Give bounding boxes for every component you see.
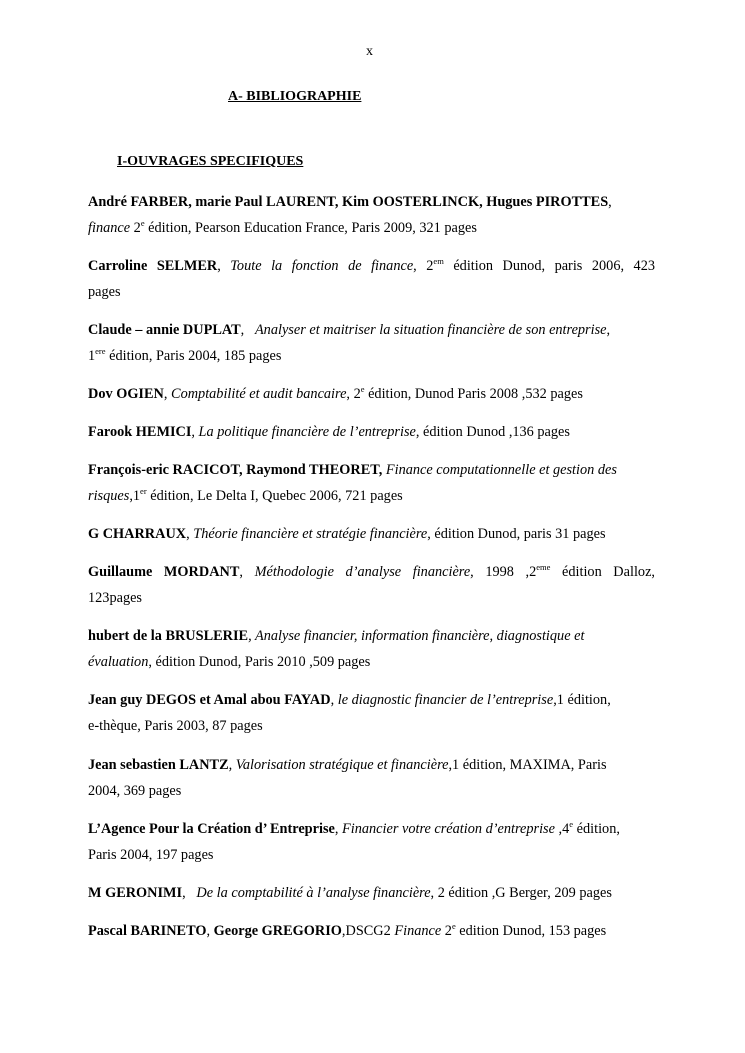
- entry-author: L’Agence Pour la Création d’ Entreprise: [88, 821, 335, 837]
- entry-title: finance: [88, 220, 131, 236]
- entry-author: G CHARRAUX: [88, 526, 187, 542]
- entry-author: Jean sebastien LANTZ: [88, 757, 229, 773]
- entry-punct: ,: [608, 194, 612, 210]
- entry-details-cont: 123pages: [88, 590, 142, 606]
- entry-title: Théorie financière et stratégie financière: [193, 526, 428, 542]
- entry-details: édition, Pearson Education France, Paris 2009, 321 pages: [144, 220, 477, 236]
- entry-sup: e: [451, 921, 456, 931]
- bibliography-entry: [88, 317, 655, 369]
- entry-sup: er: [140, 486, 147, 496]
- entry-punct: ,: [334, 821, 343, 837]
- entry-title: , Analyse financier, information financière, diagnostique et: [248, 628, 585, 644]
- bibliography-entry: [88, 623, 655, 675]
- section-heading: I-OUVRAGES SPECIFIQUES: [117, 154, 304, 169]
- entry-details: édition, Le Delta I, Quebec 2006, 721 pages: [146, 488, 403, 504]
- entry-details: , édition Dunod, Paris 2010 ,509 pages: [148, 654, 371, 670]
- entry-title: Toute la fonction de finance: [230, 258, 414, 274]
- entry-title: Analyser et maitriser la situation financière de son entreprise: [254, 322, 607, 338]
- entry-details-cont: pages: [88, 284, 121, 300]
- entry-details: , 2 édition ,G Berger, 209 pages: [430, 885, 612, 901]
- entry-details-cont: Paris 2004, 197 pages: [88, 847, 214, 863]
- entry-edition: , 2: [413, 258, 434, 274]
- entry-details: édition Dalloz,: [550, 564, 655, 580]
- entry-details: 2004, 369 pages: [88, 783, 182, 799]
- entry-title-cont: risques: [88, 488, 130, 504]
- entry-punct: ,: [182, 885, 197, 901]
- entry-author: François-eric RACICOT, Raymond THEORET,: [88, 462, 383, 478]
- entry-author: André FARBER, marie Paul LAURENT, Kim OOSTERLINCK, Hugues PIROTTES: [88, 194, 609, 210]
- entry-title: le diagnostic financier de l’entreprise: [337, 692, 554, 708]
- entry-edition: 1: [88, 348, 96, 364]
- entry-details: , édition Dunod ,136 pages: [415, 424, 570, 440]
- entry-punct: ,: [330, 692, 338, 708]
- bibliography-entry: [88, 381, 655, 407]
- entry-punct: ,: [239, 564, 255, 580]
- bibliography-entry: [88, 419, 655, 445]
- page-number: x: [366, 44, 373, 59]
- entry-edition: ,1: [129, 488, 141, 504]
- entry-edition: , 2: [346, 386, 361, 402]
- entry-edition: , 1998 ,2: [470, 564, 537, 580]
- entry-author-2: George GREGORIO: [213, 923, 342, 939]
- entry-punct: ,: [163, 386, 172, 402]
- entry-author: Jean guy DEGOS et Amal abou FAYAD: [88, 692, 331, 708]
- entry-author: Dov OGIEN: [88, 386, 164, 402]
- entry-punct: ,: [240, 322, 255, 338]
- entry-author: Claude – annie DUPLAT: [88, 322, 241, 338]
- entry-edition: 2: [441, 923, 452, 939]
- entry-author: M GERONIMI: [88, 885, 183, 901]
- entry-details: e-thèque, Paris 2003, 87 pages: [88, 718, 263, 734]
- entry-author: hubert de la BRUSLERIE: [88, 628, 249, 644]
- entry-punct: ,: [606, 322, 611, 338]
- entry-title: , La politique financière de l’entreprise: [191, 424, 416, 440]
- entry-sup: e: [140, 218, 145, 228]
- entry-details: édition, Dunod Paris 2008 ,532 pages: [364, 386, 583, 402]
- entry-details: , édition Dunod, paris 31 pages: [427, 526, 606, 542]
- bibliography-entry: [88, 752, 655, 804]
- bibliography-entry: [88, 521, 655, 547]
- entry-title: Financier votre création d’entreprise ,: [342, 821, 563, 837]
- entry-sup: e: [360, 384, 365, 394]
- bibliography-entry: [88, 687, 655, 739]
- entry-sup: e: [569, 819, 574, 829]
- entry-series: ,DSCG2: [341, 923, 395, 939]
- page-title: A- BIBLIOGRAPHIE: [228, 89, 362, 104]
- entry-details: édition Dunod, paris 2006, 423: [443, 258, 656, 274]
- entry-title: Méthodologie d’analyse financière: [254, 564, 471, 580]
- entry-edition: ,1 édition,: [553, 692, 611, 708]
- entry-title-cont: évaluation: [88, 654, 149, 670]
- bibliography-entry: [88, 189, 655, 241]
- bibliography-entry: [88, 253, 655, 305]
- entry-edition: 2: [130, 220, 141, 236]
- entry-author: Farook HEMICI: [88, 424, 192, 440]
- bibliography-entry: [88, 816, 655, 868]
- entry-title: , Valorisation stratégique et financière: [228, 757, 449, 773]
- bibliography-entry: [88, 559, 655, 611]
- entry-punct: ,: [186, 526, 194, 542]
- entry-sup: ere: [95, 346, 106, 356]
- bibliography-entry: [88, 457, 655, 509]
- entry-author: Carroline SELMER: [88, 258, 218, 274]
- entry-edition: ,1 édition, MAXIMA, Paris: [448, 757, 607, 773]
- bibliography-entry: [88, 880, 655, 906]
- entry-details: édition,: [573, 821, 620, 837]
- entry-details: édition, Paris 2004, 185 pages: [105, 348, 282, 364]
- entry-punct: ,: [217, 258, 231, 274]
- entry-author: Guillaume MORDANT: [88, 564, 240, 580]
- entry-sup: em: [433, 256, 444, 266]
- entry-edition: 4: [562, 821, 570, 837]
- entry-author: Pascal BARINETO: [88, 923, 207, 939]
- entry-title: Finance computationnelle et gestion des: [385, 462, 617, 478]
- entry-title: Finance: [394, 923, 442, 939]
- entry-title: De la comptabilité à l’analyse financière: [196, 885, 431, 901]
- entry-punct: ,: [206, 923, 214, 939]
- entry-title: Comptabilité et audit bancaire: [171, 386, 347, 402]
- entry-sup: eme: [536, 562, 551, 572]
- entry-details: edition Dunod, 153 pages: [455, 923, 607, 939]
- bibliography-entry: [88, 918, 655, 944]
